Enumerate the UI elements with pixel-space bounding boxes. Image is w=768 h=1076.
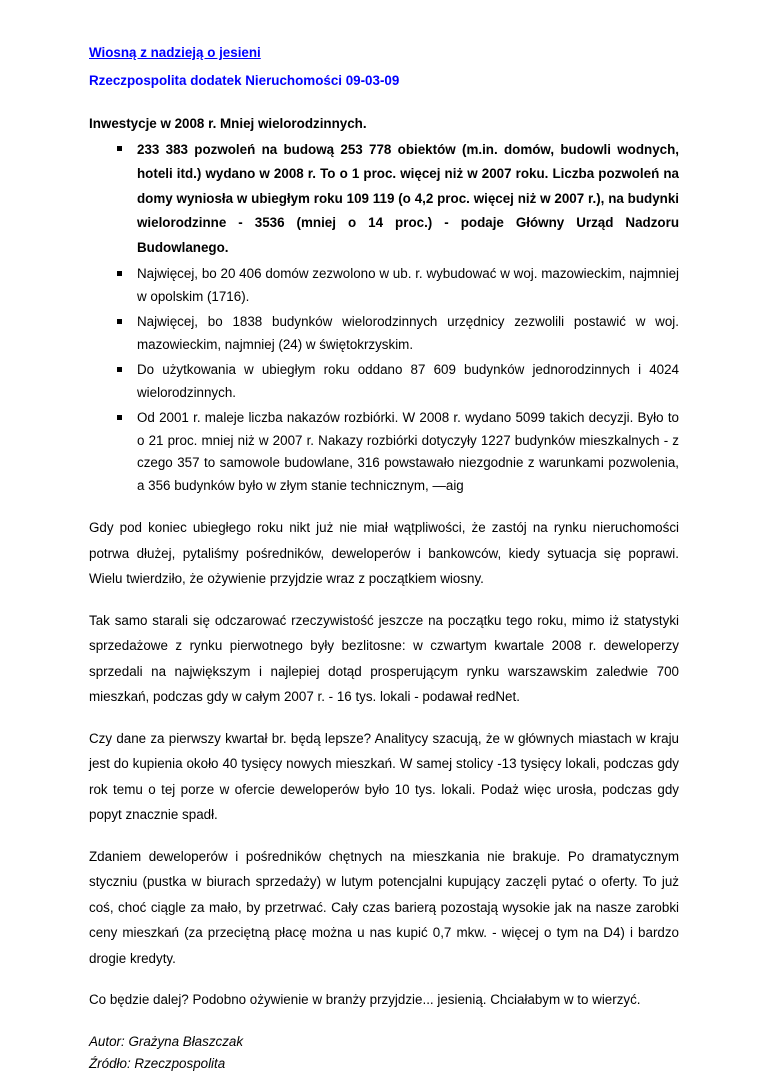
- bullet-text: Do użytkowania w ubiegłym roku oddano 87 609 budynków jednorodzinnych i 4024 wielorodzinnych.: [137, 362, 679, 400]
- article-title-link[interactable]: Wiosną z nadzieją o jesieni: [89, 45, 261, 60]
- bullet-text: 233 383 pozwoleń na budową 253 778 obiektów (m.in. domów, budowli wodnych, hoteli itd.) wydano w 2008 r. To o 1 proc. więcej niż w 2007 roku. Liczba pozwoleń na domy wyniosła w ubiegłym roku 109 119 (o 4,2 proc. więcej niż w 2007 r.), na budynki wielorodzinne - 3536 (mniej o 14 proc.) - podaje Główny Urząd Nadzoru Budowlanego.: [137, 141, 679, 255]
- square-bullet-icon: [117, 319, 122, 324]
- body-paragraph: Gdy pod koniec ubiegłego roku nikt już nie miał wątpliwości, że zastój na rynku nieruchomości potrwa dłużej, pytaliśmy pośredników, deweloperów i bankowców, kiedy sytuacja się poprawi. Wielu twierdziło, że ożywienie przyjdzie wraz z początkiem wiosny.: [89, 520, 679, 587]
- author-line: Autor: Grażyna Błaszczak: [89, 1033, 244, 1049]
- article-page: [89, 42, 679, 1076]
- bullet-text: Najwięcej, bo 20 406 domów zezwolono w ub. r. wybudować w woj. mazowieckim, najmniej w opolskim (1716).: [137, 266, 679, 304]
- bullet-item: [89, 138, 679, 261]
- source-credit: Źródło: Rzeczpospolita: [89, 1056, 226, 1072]
- square-bullet-icon: [117, 271, 122, 276]
- section-heading: Inwestycje w 2008 r. Mniej wielorodzinnych.: [89, 116, 367, 132]
- bullet-item: [89, 311, 679, 356]
- square-bullet-icon: [117, 367, 122, 372]
- bullet-item: [89, 407, 679, 497]
- body-paragraph: Tak samo starali się odczarować rzeczywistość jeszcze na początku tego roku, mimo iż statystyki sprzedażowe z rynku pierwotnego były bezlitosne: w czwartym kwartale 2008 r. deweloperzy sprzedali na największym i najlepiej dotąd prosperującym rynku warszawskim zaledwie 700 mieszkań, podczas gdy w całym 2007 r. - 16 tys. lokali - podawał redNet.: [89, 612, 679, 705]
- bullet-list: [89, 138, 679, 498]
- bullet-item: [89, 359, 679, 404]
- article-source-line: Rzeczpospolita dodatek Nieruchomości 09-03-09: [89, 72, 400, 88]
- bullet-text: Od 2001 r. maleje liczba nakazów rozbiórki. W 2008 r. wydano 5099 takich decyzji. Było to o 21 proc. mniej niż w 2007 r. Nakazy rozbiórki dotyczyły 1227 budynków mieszkalnych - z czego 357 to samowole budowlane, 316 powstawało niezgodnie z warunkami pozwolenia, a 356 budynków było w złym stanie technicznym, —aig: [137, 410, 679, 493]
- body-paragraph: Zdaniem deweloperów i pośredników chętnych na mieszkania nie brakuje. Po dramatycznym styczniu (pustka w biurach sprzedaży) w lutym potencjalni kupujący zaczęli pytać o oferty. To już coś, choć ciągle za mało, by przetrwać. Cały czas barierą pozostają wysokie jak na nasze zarobki ceny mieszkań (za przeciętną płacę można u nas kupić 0,7 mkw. - więcej o tym na D4) i bardzo drogie kredyty.: [89, 848, 679, 966]
- bullet-item: [89, 263, 679, 308]
- article-footer: [89, 1031, 679, 1076]
- square-bullet-icon: [117, 415, 122, 420]
- body-paragraph: Co będzie dalej? Podobno ożywienie w branży przyjdzie... jesienią. Chciałabym w to wierzyć.: [89, 992, 641, 1008]
- square-bullet-icon: [117, 146, 122, 151]
- body-paragraph: Czy dane za pierwszy kwartał br. będą lepsze? Analitycy szacują, że w głównych miastach w kraju jest do kupienia około 40 tysięcy nowych mieszkań. W samej stolicy -13 tysięcy lokali, podczas gdy rok temu o tej porze w ofercie deweloperów było 10 tys. lokali. Podaż więc urosła, podczas gdy popyt znacznie spadł.: [89, 730, 679, 823]
- bullet-text: Najwięcej, bo 1838 budynków wielorodzinnych urzędnicy zezwolili postawić w woj. mazowieckim, najmniej (24) w świętokrzyskim.: [137, 314, 679, 352]
